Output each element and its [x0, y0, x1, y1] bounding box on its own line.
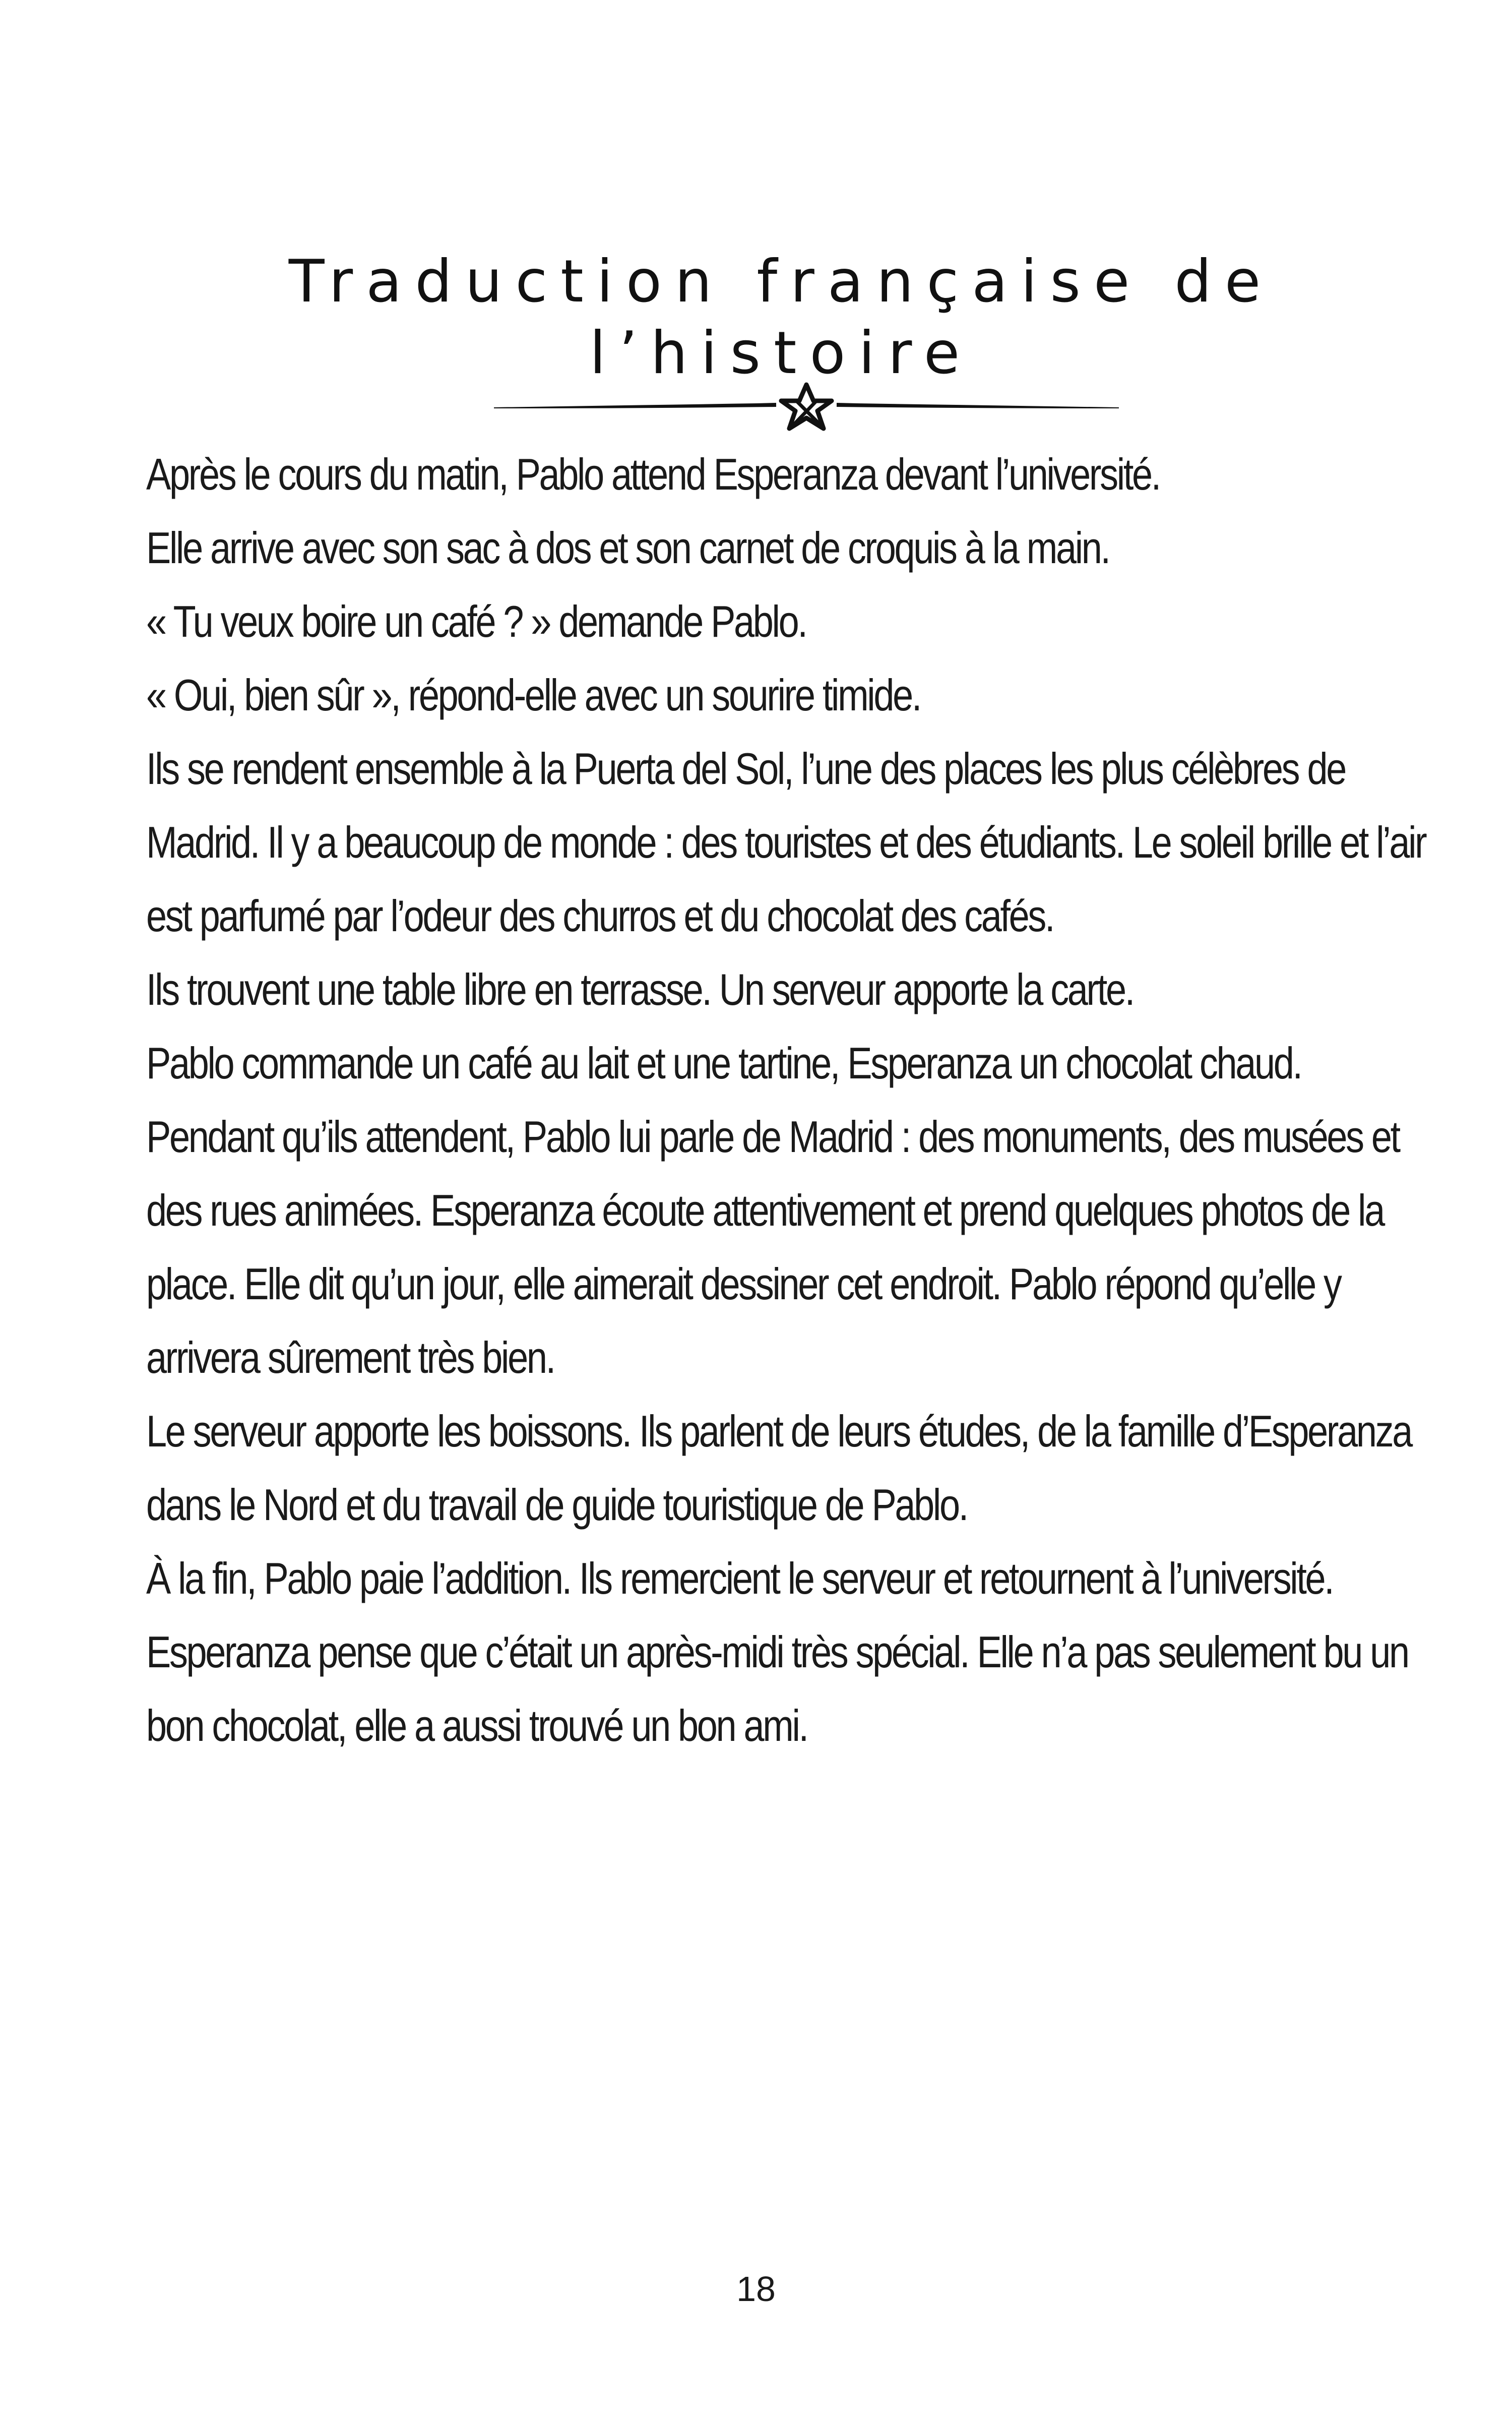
page-title — [252, 246, 1310, 389]
title-divider — [494, 381, 1119, 436]
paragraph: Elle arrive avec son sac à dos et son carnet de croquis à la main. — [146, 523, 1109, 573]
paragraph: Le serveur apporte les boissons. Ils parlent de leurs études, de la famille d’Esperanza dans le Nord et du travail de guide touristique de Pablo. — [146, 1406, 1411, 1530]
star-icon — [781, 385, 832, 429]
paragraph: Pendant qu’ils attendent, Pablo lui parle de Madrid : des monuments, des musées et des rues animées. Esperanza écoute attentivement et prend quelques photos de la place. Elle dit qu’un jour, elle aimerait dessiner cet endroit. Pablo répond qu’elle y arrivera sûrement très bien. — [146, 1112, 1399, 1382]
paragraph: « Tu veux boire un café ? » demande Pablo. — [146, 596, 806, 646]
paragraph: À la fin, Pablo paie l’addition. Ils remercient le serveur et retournent à l’université. Esperanza pense que c’était un après-midi très spécial. Elle n’a pas seulement bu un bon chocolat, elle a aussi trouvé un bon ami. — [146, 1553, 1408, 1750]
title-line-1: Traduction française de — [288, 248, 1274, 316]
page-number: 18 — [736, 2269, 776, 2309]
paragraph: « Oui, bien sûr », répond-elle avec un sourire timide. — [146, 670, 921, 720]
title-line-2: l’histoire — [589, 319, 973, 387]
paragraph: Ils trouvent une table libre en terrasse. Un serveur apporte la carte. — [146, 964, 1133, 1014]
paragraph: Ils se rendent ensemble à la Puerta del Sol, l’une des places les plus célèbres de Madrid. Il y a beaucoup de monde : des touristes et des étudiants. Le soleil brille et l’air est parfumé par l’odeur des churros et du chocolat des cafés. — [146, 744, 1426, 941]
paragraph: Après le cours du matin, Pablo attend Esperanza devant l’université. — [146, 449, 1160, 499]
story-text — [146, 438, 1426, 1763]
divider-line-right — [837, 403, 1119, 408]
divider-line-left — [494, 403, 776, 408]
paragraph: Pablo commande un café au lait et une tartine, Esperanza un chocolat chaud. — [146, 1038, 1301, 1088]
